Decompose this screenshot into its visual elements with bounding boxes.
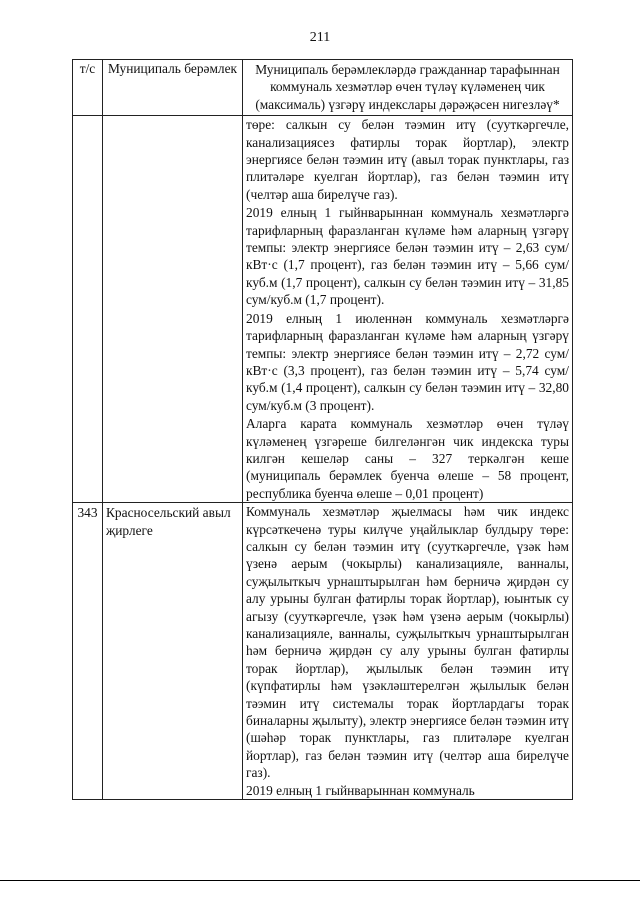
paragraph: 2019 елның 1 гыйнварыннан коммуналь	[246, 782, 475, 798]
paragraph: 2019 елның 1 июленнән коммуналь хезмәтләргә тарифларның фаразланган күләме һәм аларның үзгәрү темпы: электр энергиясе белән тәэмин итү – 2,72 сум/кВт·с (3,3 процент), газ белән тәэмин итү – 5,74 сум/куб.м (1,4 процент), салкын су белән тәэмин итү – 32,80 сум/куб.м (3 процент).	[246, 310, 569, 413]
table-row-343	[73, 503, 573, 800]
header-justification: Муниципаль берәмлекләрдә гражданнар тарафыннан коммуналь хезмәтләр өчен түләү күләменең чик (максималь) үзгәрү индекслары дәрәҗәсен нигезләү*	[243, 60, 573, 116]
paragraph: Аларга карата коммуналь хезмәтләр өчен түләү күләменең үзгәреше билгеләнгән чик индекска туры килгән кешеләр саны – 327 теркәлгән кеше (муниципаль берәмлек буенча өлеше – 58 процент, республика буенча өлеше – 0,01 процент)	[246, 416, 569, 501]
cell-name-empty	[103, 116, 243, 503]
paragraph: төре: салкын су белән тәэмин итү (сууткәргечле, канализациясез фатирлы торак йортлар), электр энергиясе белән тәэмин итү (авыл торак пунктлары, газ плитәләре куелган йортлар), газ белән тәэмин итү (челтәр аша бирелүче газ).	[246, 117, 569, 202]
page-number: 211	[309, 30, 331, 45]
tariff-index-table	[72, 59, 573, 800]
cell-justification	[243, 503, 573, 800]
header-number: т/с	[73, 60, 103, 116]
cell-row-number: 343	[73, 503, 103, 800]
cell-number-empty	[73, 116, 103, 503]
cell-justification	[243, 116, 573, 503]
paragraph: Коммуналь хезмәтләр җыелмасы һәм чик индекс күрсәткеченә туры килүче уңайлыклар булдыру төре: салкын су белән тәэмин итү (сууткәргечле, үзәк һәм үзенә аерым (чокырлы) канализацияле, ванналы, суҗылыткыч урнаштырылган һәм берничә җирдән су алу урыны булган фатирлы торак йортлар), юынтык су агызу (сууткәргечле, үзәк һәм үзенә аерым (чокырлы) канализацияле, ванналы, суҗылыткыч урнаштырылган һәм берничә җирдән су алу урыны булган фатирлы торак йортлар), җылылык белән тәэмин итү (күпфатирлы һәм үзәкләштерелгән җылылык белән тәэмин итү системалы торак йортлардагы торак биналарны җылыту), электр энергиясе белән тәэмин итү (шәһәр торак пунктлары, газ плитәләре куелган йортлар), газ белән тәэмин итү (челтәр аша бирелүче газ).	[246, 504, 569, 781]
cell-municipality-name: Красносельский авыл җирлеге	[103, 503, 243, 800]
table-header-row	[73, 60, 573, 116]
page-bottom-rule	[0, 880, 640, 881]
table-row-continuation	[73, 116, 573, 503]
header-municipality: Муниципаль берәмлек	[103, 60, 243, 116]
paragraph: 2019 елның 1 гыйнварыннан коммуналь хезмәтләргә тарифларның фаразланган күләме һәм аларның үзгәрү темпы: электр энергиясе белән тәэмин итү – 2,63 сум/кВт·с (1,7 процент), газ белән тәэмин итү – 5,66 сум/куб.м (1,7 процент), салкын су белән тәэмин итү – 31,85 сум/куб.м (1,7 процент).	[246, 205, 569, 308]
